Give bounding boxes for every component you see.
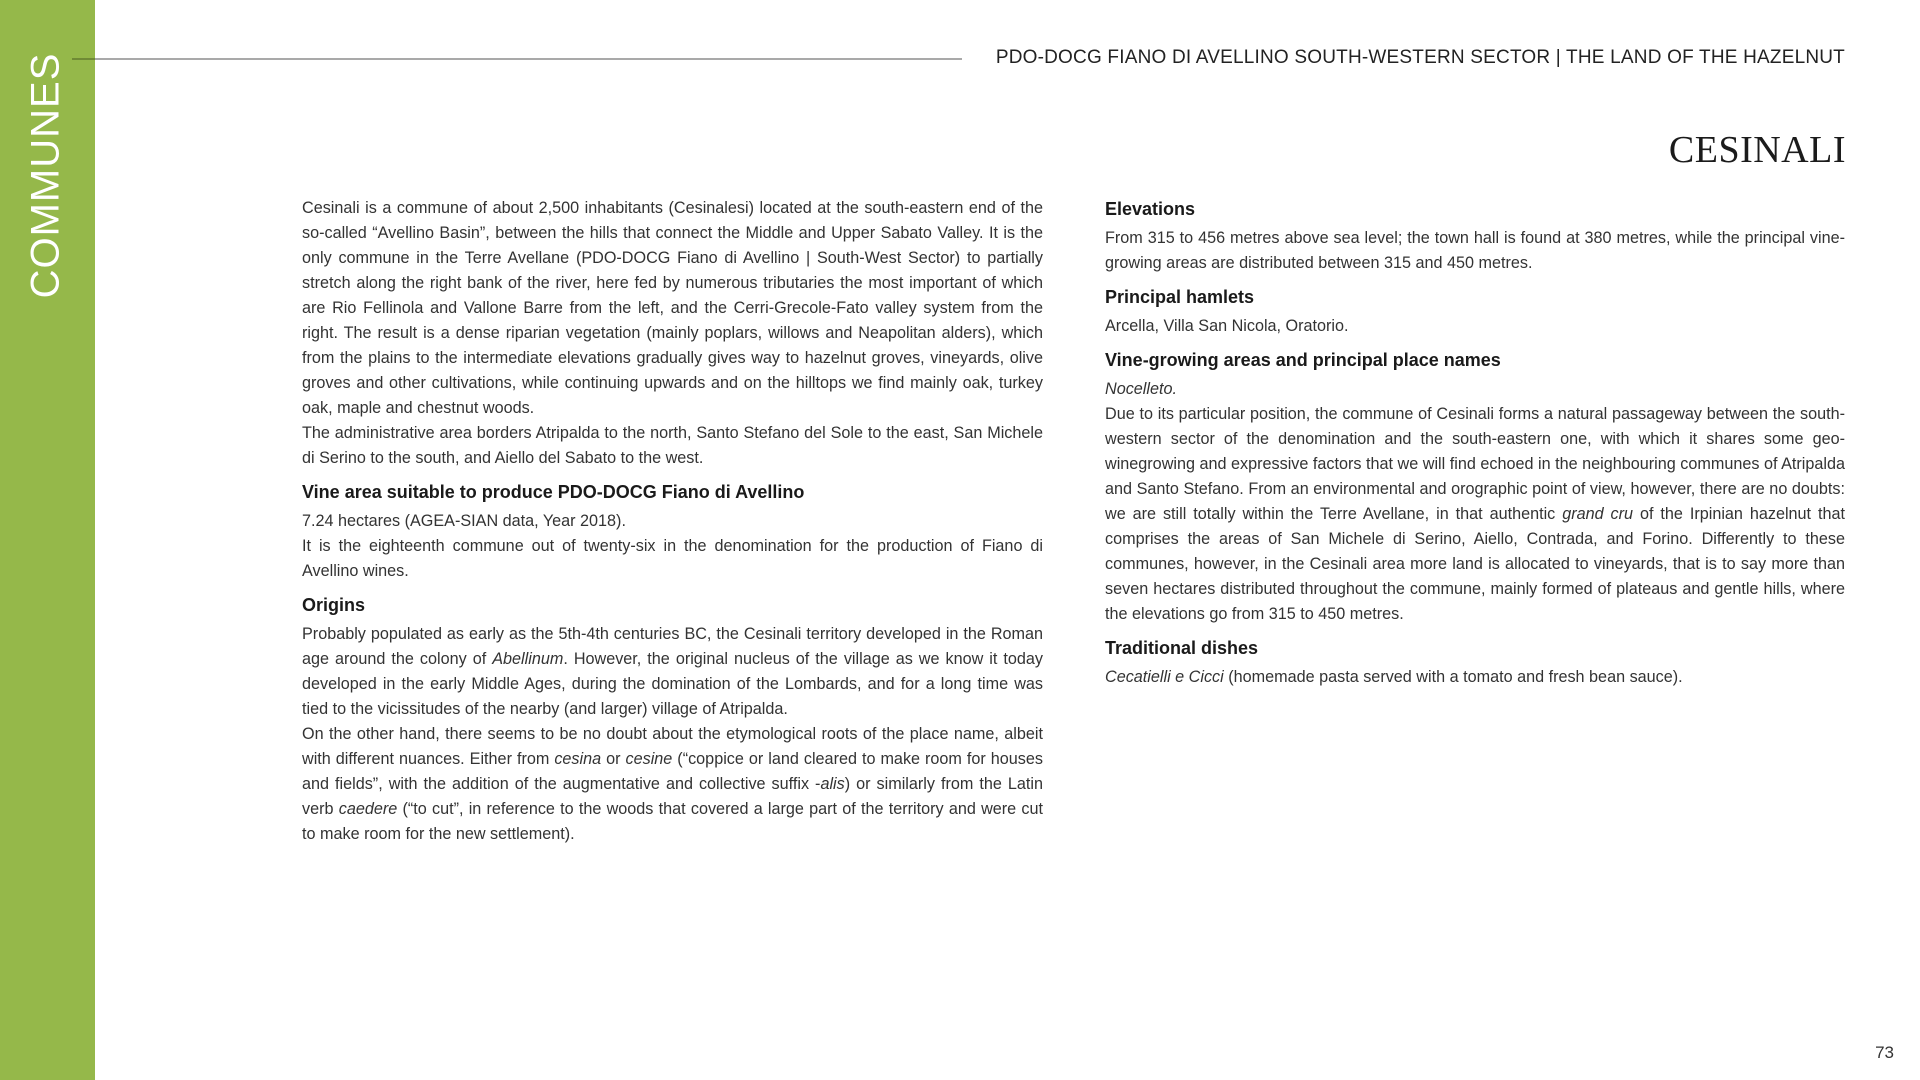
page-number: 73 [1875,1043,1894,1062]
elevations-heading: Elevations [1105,199,1196,219]
etymology-text: or [601,750,626,768]
left-column [302,196,1043,847]
vine-growing-heading: Vine-growing areas and principal place names [1105,350,1501,370]
dishes-heading: Traditional dishes [1105,638,1259,658]
origins-paragraph-1 [302,622,1043,722]
vine-area-hectares: 7.24 hectares (AGEA-SIAN data, Year 2018). [302,512,626,530]
running-header: PDO-DOCG FIANO DI AVELLINO SOUTH-WESTERN SECTOR | THE LAND OF THE HAZELNUT [995,47,1845,68]
etymology-text: ) or similarly from the Latin verb [302,775,1043,818]
origins-italic-term: Abellinum [492,650,564,668]
dish-name: Cecatielli e Cicci [1105,668,1224,686]
vine-area-heading: Vine area suitable to produce PDO-DOCG Fiano di Avellino [302,482,805,502]
section-sidebar [0,0,95,1080]
origins-heading: Origins [302,595,366,615]
grand-cru-term: grand cru [1562,505,1634,523]
origins-paragraph-2 [302,722,1043,847]
vine-growing-text: of the Irpinian hazelnut that comprises the areas of San Michele di Serino, Aiello, Contrada, and Forino. Differently to these communes, however, in the Cesinali area more land is allocated to vineyards, that is to say more than seven hectares distributed throughout the commune, mainly formed of plateaus and gentle hills, where the elevations go from 315 to 450 metres. [1105,505,1845,623]
etymology-text: (“coppice or land cleared to make room for houses and fields”, with the addition of the augmentative and collective suffix - [302,750,1043,793]
dish-description: (homemade pasta served with a tomato and fresh bean sauce). [1223,668,1683,686]
vine-growing-paragraph [1105,402,1845,627]
hamlets-text: Arcella, Villa San Nicola, Oratorio. [1105,317,1349,335]
section-label: COMMUNES [23,52,68,298]
intro-paragraph: Cesinali is a commune of about 2,500 inhabitants (Cesinalesi) located at the south-eastern end of the so-called “Avellino Basin”, between the hills that connect the Middle and Upper Sabato Valley. It is the only commune in the Terre Avellane (PDO-DOCG Fiano di Avellino | South-West Sector) to partially stretch along the right bank of the river, here fed by numerous tributaries the most important of which are Rio Fellinola and Vallone Barre from the left, and the Cerri-Grecole-Fato valley system from the right. The result is a dense riparian vegetation (mainly poplars, willows and Neapolitan alders), which from the plains to the intermediate elevations gradually gives way to hazelnut groves, vineyards, olive groves and other cultivations, while continuing upwards and on the hilltops we find mainly oak, turkey oak, maple and chestnut woods. [302,199,1043,417]
elevations-text: From 315 to 456 metres above sea level; the town hall is found at 380 metres, while the principal vine-growing areas are distributed between 315 and 450 metres. [1105,229,1845,272]
page-title: CESINALI [1668,129,1846,171]
right-column [1105,196,1845,690]
origins-text: Probably populated as early as the 5th-4th centuries BC, the Cesinali territory developed in the Roman age around the colony of [302,625,1043,668]
vine-growing-text: Due to its particular position, the commune of Cesinali forms a natural passageway between the south-western sector of the denomination and the south-eastern one, with which it shares some geo-winegrowing and expressive factors that we will find echoed in the neighbouring communes of Atripalda and Santo Stefano. From an environmental and orographic point of view, however, there are no doubts: we are still totally within the Terre Avellane, in that authentic [1105,405,1845,523]
header-rule [72,58,962,60]
origins-text: . However, the original nucleus of the village as we know it today developed in the early Middle Ages, during the domination of the Lombards, and for a long time was tied to the vicissitudes of the nearby (and larger) village of Atripalda. [302,650,1043,718]
etymology-italic-term: cesina [554,750,602,768]
etymology-italic-term: cesine [625,750,673,768]
section-label-wrapper [23,52,68,298]
etymology-italic-term: alis [820,775,845,793]
etymology-text: On the other hand, there seems to be no doubt about the etymological roots of the place name, albeit with different nuances. Either from [302,725,1043,768]
place-names-text: Nocelleto. [1105,380,1177,398]
dishes-text [1105,665,1845,690]
borders-paragraph: The administrative area borders Atripalda to the north, Santo Stefano del Sole to the east, San Michele di Serino to the south, and Aiello del Sabato to the west. [302,424,1043,467]
etymology-italic-term: caedere [338,800,398,818]
etymology-text: (“to cut”, in reference to the woods that covered a large part of the territory and were cut to make room for the new settlement). [302,800,1043,843]
vine-area-rank: It is the eighteenth commune out of twenty-six in the denomination for the production of Fiano di Avellino wines. [302,537,1043,580]
hamlets-heading: Principal hamlets [1105,287,1255,307]
